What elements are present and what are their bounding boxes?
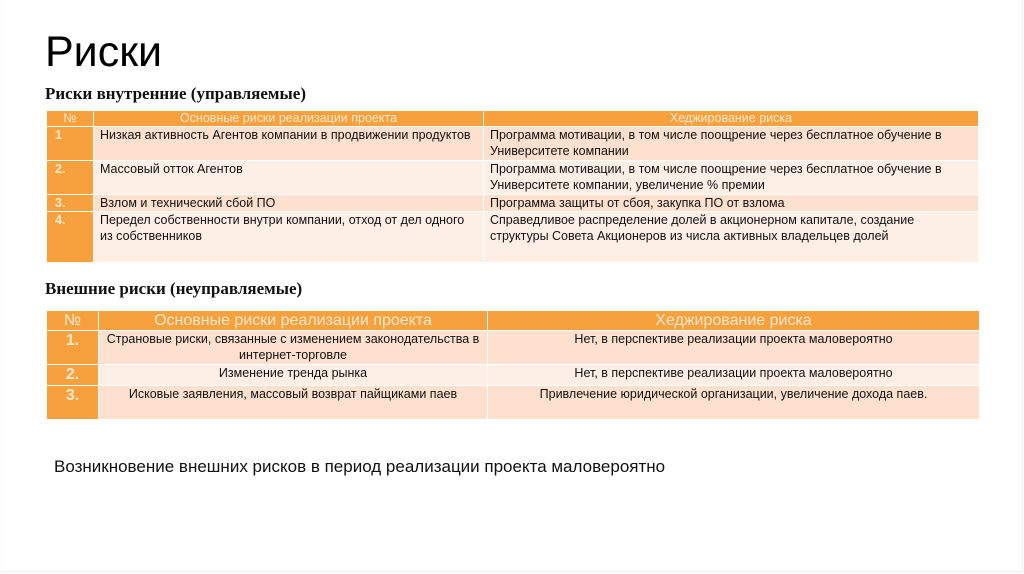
table-row [47, 161, 979, 195]
hedge-cell: Программа мотивации, в том числе поощрение через бесплатное обучение в Университете компании, увеличение % премии [484, 161, 979, 195]
column-header-number: № [47, 111, 94, 127]
hedge-cell: Программа мотивации, в том числе поощрение через бесплатное обучение в Университете компании [484, 127, 979, 161]
row-number: 3. [47, 386, 99, 420]
hedge-cell: Нет, в перспективе реализации проекта маловероятно [488, 365, 980, 386]
table-header-row [47, 311, 980, 331]
slide-title: Риски [45, 28, 163, 76]
external-risks-heading: Внешние риски (неуправляемые) [45, 279, 303, 298]
column-header-risk: Основные риски реализации проекта [94, 111, 484, 127]
hedge-cell: Нет, в перспективе реализации проекта маловероятно [488, 331, 980, 365]
row-number: 3. [47, 195, 94, 212]
hedge-cell: Программа защиты от сбоя, закупка ПО от взлома [484, 195, 979, 212]
risk-cell: Изменение тренда рынка [99, 365, 488, 386]
table-header-row [47, 111, 979, 127]
hedge-cell: Справедливое распределение долей в акционерном капитале, создание структуры Совета Акционеров из числа активных владельцев долей [484, 212, 979, 263]
risk-cell: Передел собственности внутри компании, отход от дел одного из собственников [94, 212, 484, 263]
column-header-hedge: Хеджирование риска [488, 311, 980, 331]
risk-cell: Низкая активность Агентов компании в продвижении продуктов [94, 127, 484, 161]
internal-risks-table [46, 110, 979, 263]
row-number: 1. [47, 331, 99, 365]
internal-risks-heading: Риски внутренние (управляемые) [45, 84, 306, 103]
row-number: 1 [47, 127, 94, 161]
column-header-risk: Основные риски реализации проекта [99, 311, 488, 331]
column-header-number: № [47, 311, 99, 331]
table-row [47, 365, 980, 386]
table-row [47, 212, 979, 263]
row-number: 4. [47, 212, 94, 263]
slide [1, 0, 1023, 572]
conclusion-text: Возникновение внешних рисков в период реализации проекта маловероятно [54, 457, 666, 476]
row-number: 2. [47, 365, 99, 386]
table-row [47, 127, 979, 161]
row-number: 2. [47, 161, 94, 195]
risk-cell: Исковые заявления, массовый возврат пайщиками паев [99, 386, 488, 420]
table-row [47, 195, 979, 212]
hedge-cell: Привлечение юридической организации, увеличение дохода паев. [488, 386, 980, 420]
table-row [47, 386, 980, 420]
external-risks-table [46, 310, 980, 420]
risk-cell: Взлом и технический сбой ПО [94, 195, 484, 212]
risk-cell: Страновые риски, связанные с изменением законодательства в интернет-торговле [99, 331, 488, 365]
risk-cell: Массовый отток Агентов [94, 161, 484, 195]
table-row [47, 331, 980, 365]
column-header-hedge: Хеджирование риска [484, 111, 979, 127]
